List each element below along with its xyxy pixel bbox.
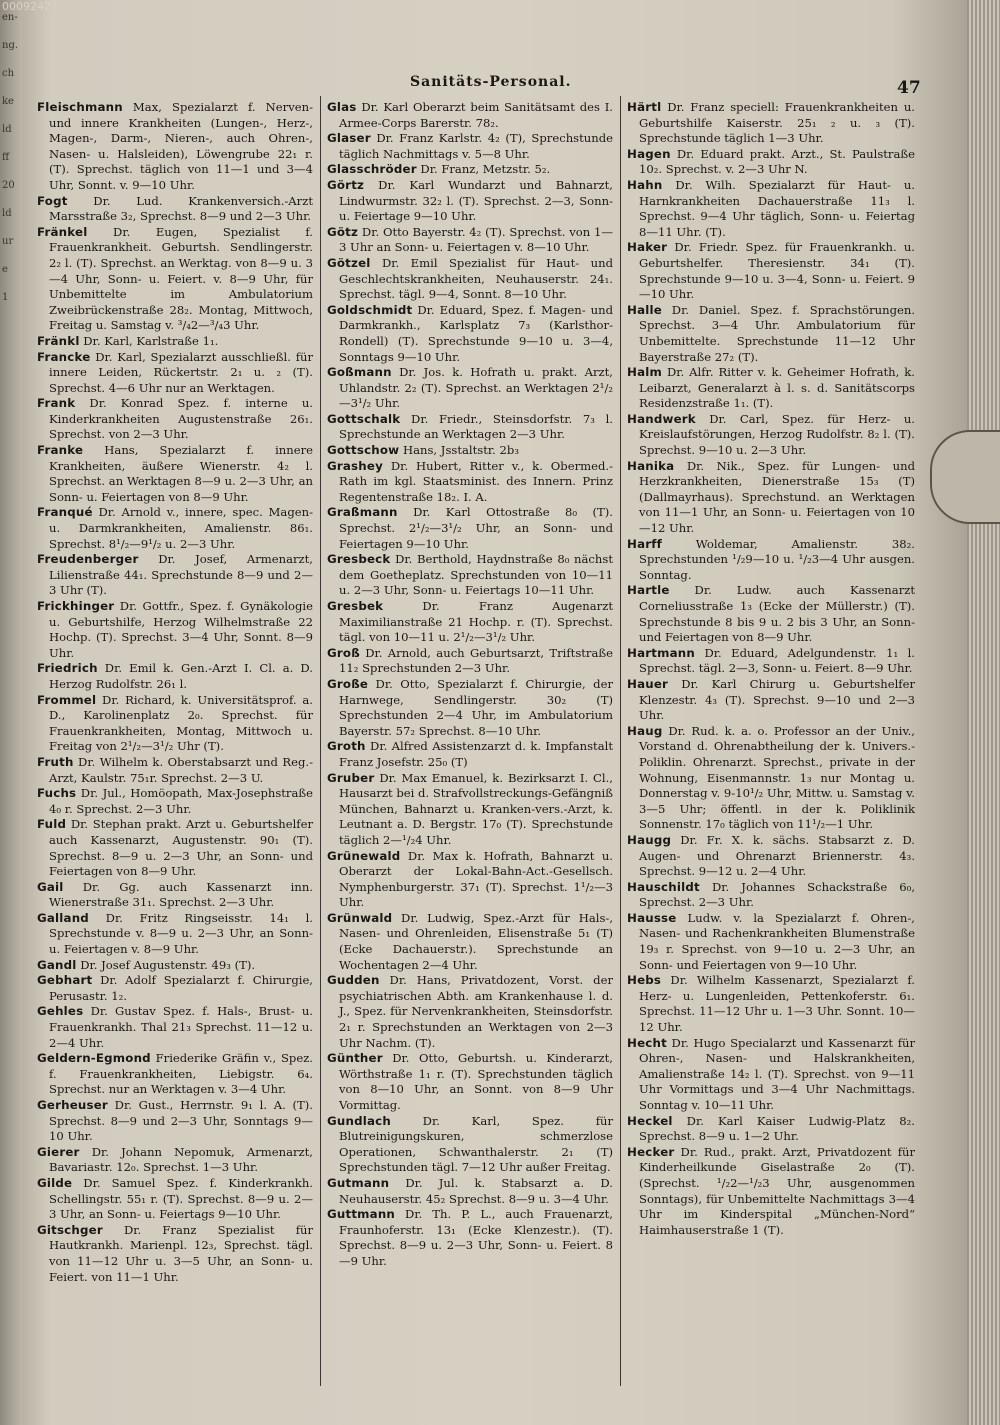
entry-name: Gitschger (37, 1222, 103, 1237)
directory-entry (627, 583, 915, 645)
directory-entry (37, 599, 313, 661)
directory-entry (327, 1051, 613, 1113)
entry-text: Dr. Wilh. Spezialarzt für Haut- u. Harnkrankheiten Dachauerstraße 11₃ l. Sprechst. 9—4 Uhr täglich, Sonn- u. Feiertag 8—11 Uhr. (T). (639, 177, 915, 239)
entry-name: Heckel (627, 1113, 673, 1128)
entry-name: Große (327, 676, 369, 691)
entry-name: Haugg (627, 832, 672, 847)
entry-text: Dr. Th. P. L., auch Frauenarzt, Fraunhoferstr. 13₁ (Ecke Klenzestr.). (T). Sprechst. 8—9 u. 2—3 Uhr, Sonn- u. Feiert. 8—9 Uhr. (339, 1207, 613, 1268)
entry-name: Gruber (327, 770, 375, 785)
directory-entry (327, 459, 613, 506)
entry-name: Glas (327, 100, 357, 114)
directory-entry (327, 303, 613, 365)
entry-text: Dr. Franz speciell: Frauenkrankheiten u. Geburtshilfe Kaiserstr. 25₁ ₂ u. ₃ (T). Sprechstunde täglich 1—3 Uhr. (639, 100, 915, 146)
entry-text: Dr. Otto Bayerstr. 4₂ (T). Sprechst. von 1—3 Uhr an Sonn- u. Feiertagen v. 8—10 Uhr. (339, 224, 613, 255)
left-page-fragment (0, 0, 22, 1425)
entry-name: Gilde (37, 1175, 73, 1190)
entry-text: Dr. Alfr. Ritter v. k. Geheimer Hofrath, k. Leibarzt, Generalarzt à l. s. d. Sanitätscorps Residenzstraße 1₁. (T). (639, 365, 915, 411)
directory-entry (37, 1051, 313, 1098)
column-rule-2 (620, 96, 621, 1386)
entry-name: Franke (37, 443, 84, 458)
directory-entry (37, 693, 313, 755)
entry-name: Gail (37, 879, 64, 894)
entry-text: Dr. Josef, Armenarzt, Lilienstraße 44₁. Sprechstunde 8—9 und 2—3 Uhr (T). (49, 552, 313, 598)
directory-entry (37, 958, 313, 974)
entry-text: Dr. Emil Spezialist für Haut- und Geschlechtskrankheiten, Neuhauserstr. 24₁. Sprechst. tägl. 9—4, Sonnt. 8—10 Uhr. (339, 255, 613, 302)
directory-entry (37, 817, 313, 879)
entry-name: Grünewald (327, 848, 401, 863)
entry-name: Gierer (37, 1144, 80, 1159)
directory-entry (37, 1176, 313, 1223)
entry-name: Hauschildt (627, 879, 700, 894)
entry-name: Gebhart (37, 973, 93, 988)
entry-name: Fruth (37, 754, 74, 769)
directory-entry (327, 677, 613, 739)
entry-text: Dr. Franz, Metzstr. 5₂. (416, 162, 551, 177)
directory-entry (37, 1145, 313, 1176)
entry-name: Handwerk (627, 411, 696, 426)
entry-text: Dr. Otto, Geburtsh. u. Kinderarzt, Wörthstraße 1₁ r. (T). Sprechstunden täglich von 8—10 Uhr, an Sonnt. von 8—9 Uhr Vormittag. (339, 1051, 613, 1112)
entry-name: Fleischmann (37, 100, 123, 114)
directory-entry (37, 100, 313, 194)
directory-entry (327, 256, 613, 303)
entry-text: Dr. Johannes Schackstraße 6₀, Sprechst. 2—3 Uhr. (639, 879, 915, 910)
entry-name: Hartmann (627, 645, 695, 660)
entry-text: Dr. Samuel Spez. f. Kinderkrankh. Schellingstr. 55₁ r. (T). Sprechst. 8—9 u. 2—3 Uhr, an Sonn- u. Feiertags 9—10 Uhr. (49, 1175, 313, 1222)
entry-name: Grünwald (327, 910, 393, 925)
directory-entry (627, 880, 915, 911)
entry-name: Glasschröder (327, 162, 417, 177)
entry-name: Hanika (627, 458, 675, 473)
entry-name: Gottschalk (327, 411, 401, 426)
left-page-text: ff (2, 152, 10, 163)
directory-entry (327, 849, 613, 911)
left-page-text: ld (2, 124, 12, 135)
entry-text: Dr. Jos. k. Hofrath u. prakt. Arzt, Uhlandstr. 2₂ (T). Sprechst. an Werktagen 2¹/₂—3¹/₂ Uhr. (339, 365, 613, 411)
entry-text: Dr. Hubert, Ritter v., k. Obermed.-Rath im kgl. Staatsminist. des Innern. Prinz Regentenstraße 18₂. I. A. (339, 458, 613, 504)
directory-entry (327, 443, 613, 459)
entry-text: Dr. Karl Wundarzt und Bahnarzt, Lindwurmstr. 32₂ l. (T). Sprechst. 2—3, Sonn- u. Feiertage 9—10 Uhr. (339, 177, 613, 224)
entry-text: Dr. Rud., prakt. Arzt, Privatdozent für Kinderheilkunde Giselastraße 2₀ (T). (Sprechst. ¹/₂2—¹/₂3 Uhr, ausgenommen Sonntags), für Unbemittelte Nachmittags 3—4 Uhr im Kinderspital „München-Nord“ Haimhauserstraße 1 (T). (639, 1144, 915, 1237)
directory-entry (327, 178, 613, 225)
directory-entry (627, 459, 915, 537)
entry-name: Frank (37, 396, 76, 411)
entry-name: Frickhinger (37, 599, 115, 613)
entry-text: Dr. Fr. X. k. sächs. Stabsarzt z. D. Augen- und Ohrenarzt Briennerstr. 4₃. Sprechst. 9—12 u. 2—4 Uhr. (639, 832, 915, 879)
entry-text: Dr. Berthold, Haydnstraße 8₀ nächst dem Goetheplatz. Sprechstunden von 10—11 u. 2—3 Uhr, Sonn- u. Feiertags 10—11 Uhr. (339, 552, 613, 598)
entry-text: Dr. Jul., Homöopath, Max-Josephstraße 4₀ r. Sprechst. 2—3 Uhr. (49, 786, 313, 816)
column-3 (627, 100, 915, 1238)
entry-text: Dr. Josef Augustenstr. 49₃ (T). (76, 957, 256, 972)
directory-entry (37, 194, 313, 225)
left-page-text: ke (2, 96, 14, 107)
entry-name: Günther (327, 1051, 383, 1066)
page-number: 47 (897, 78, 921, 98)
directory-entry (327, 505, 613, 552)
entry-name: Gehles (37, 1004, 84, 1019)
entry-name: Frommel (37, 692, 97, 707)
entry-text: Dr. Otto, Spezialarzt f. Chirurgie, der Harnwege, Sendlingerstr. 30₂ (T) Sprechstunden 2—4 Uhr, im Ambulatorium Bayerstr. 57₂ Sprechst. 8—10 Uhr. (339, 676, 613, 738)
left-page-text: ch (2, 68, 15, 79)
directory-entry (627, 303, 915, 365)
directory-entry (37, 755, 313, 786)
entry-name: Gutmann (327, 1175, 390, 1190)
entry-text: Dr. Wilhelm k. Oberstabsarzt und Reg.-Arzt, Kaulstr. 75₁r. Sprechst. 2—3 U. (49, 754, 313, 785)
directory-entry (627, 412, 915, 459)
entry-name: Gottschow (327, 443, 400, 458)
directory-entry (327, 599, 613, 646)
column-rule-1 (320, 96, 321, 1386)
directory-entry (327, 739, 613, 770)
entry-text: Dr. Eduard prakt. Arzt., St. Paulstraße 10₂. Sprechst. v. 2—3 Uhr N. (639, 146, 915, 177)
entry-text: Dr. Rud. k. a. o. Professor an der Univ., Vorstand d. Ohrenabtheilung der k. Univers.-Poliklin. Ohrenarzt. Sprechst., private in der Wohnung, Eisenmannstr. 1₃ nur Montag u. Donnerstag v. 9-10¹/₂ Uhr, Mittw. u. Samstag v. 3—5 Uhr; öffentl. in der k. Poliklinik Sonnenstr. 17₀ täglich von 11¹/₂—1 Uhr. (639, 723, 915, 832)
directory-entry (327, 1207, 613, 1269)
entry-text: Dr. Adolf Spezialarzt f. Chirurgie, Perusastr. 1₂. (49, 973, 313, 1003)
directory-entry (37, 973, 313, 1004)
entry-name: Gundlach (327, 1113, 391, 1128)
directory-entry (327, 1114, 613, 1176)
entry-text: Dr. Karl, Spezialarzt ausschließl. für innere Leiden, Rückertstr. 2₁ u. ₂ (T). Sprechst. 4—6 Uhr nur an Werktagen. (49, 349, 313, 395)
entry-text: Dr. Gust., Herrnstr. 9₁ l. A. (T). Sprechst. 8—9 und 2—3 Uhr, Sonntags 9—10 Uhr. (49, 1098, 313, 1144)
entry-name: Grashey (327, 458, 383, 473)
directory-entry (37, 1098, 313, 1145)
entry-text: Dr. Eugen, Spezialist f. Frauenkrankheit. Geburtsh. Sendlingerstr. 2₂ l. (T). Sprechst. an Werktag. von 8—9 u. 3—4 Uhr, Sonn- u. Feiert. v. 8—9 Uhr, für Unbemittelte im Ambulatorium Zweibrückenstraße 28₂. Montag, Mittwoch, Freitag u. Samstag v. ³/₄2—³/₄3 Uhr. (49, 224, 313, 333)
entry-text: Dr. Richard, k. Universitätsprof. a. D., Karolinenplatz 2₀. Sprechst. für Frauenkrankheiten, Montag, Mittwoch u. Freitag von 2¹/₂—3¹/₂ Uhr (T). (49, 692, 313, 754)
left-page-text: en- (2, 12, 18, 23)
entry-text: Dr. Gustav Spez. f. Hals-, Brust- u. Frauenkrankh. Thal 21₃ Sprechst. 11—12 u. 2—4 Uhr. (49, 1004, 313, 1050)
directory-entry (37, 786, 313, 817)
entry-name: Gresbeck (327, 552, 391, 567)
entry-text: Dr. Friedr., Steinsdorfstr. 7₃ l. Sprechstunde an Werktagen 2—3 Uhr. (339, 411, 613, 442)
entry-text: Dr. Johann Nepomuk, Armenarzt, Bavariastr. 12₀. Sprechst. 1—3 Uhr. (49, 1144, 313, 1175)
entry-text: Dr. Stephan prakt. Arzt u. Geburtshelfer auch Kassenarzt, Augustenstr. 90₁ (T). Sprechst. 8—9 u. 2—3 Uhr, an Sonn- und Feiertagen von 8—9 Uhr. (49, 817, 313, 879)
entry-text: Dr. Hans, Privatdozent, Vorst. der psychiatrischen Abth. am Krankenhause l. d. J., Spez. für Nervenkrankheiten, Steinsdorfstr. 2₁ r. Sprechstunden an Werktagen von 2—3 Uhr Nachm. (T). (339, 973, 613, 1050)
directory-entry (327, 162, 613, 178)
entry-text: Max, Spezialarzt f. Nerven- und innere Krankheiten (Lungen-, Herz-, Magen-, Darm-, Nieren-, auch Ohren-, Nasen- u. Halsleiden), Löwengrube 22₁ r. (T). Sprechst. täglich von 11—1 und 3—4 Uhr, Sonnt. v. 9—10 Uhr. (49, 100, 313, 192)
entry-text: Dr. Eduard, Adelgundenstr. 1₁ l. Sprechst. tägl. 2—3, Sonn- u. Feiert. 8—9 Uhr. (639, 645, 915, 676)
entry-text: Dr. Franz Spezialist für Hautkrankh. Marienpl. 12₃, Sprechst. tägl. von 11—12 Uhr u. 3—5 Uhr, an Sonn- u. Feiert. von 11—1 Uhr. (49, 1222, 313, 1284)
left-page-text: ur (2, 236, 14, 247)
entry-name: Groth (327, 739, 366, 754)
directory-entry (627, 724, 915, 833)
entry-text: Dr. Carl, Spez. für Herz- u. Kreislaufstörungen, Herzog Rudolfstr. 8₂ l. (T). Sprechst. 9—10 u. 2—3 Uhr. (639, 411, 915, 458)
entry-text: Dr. Max Emanuel, k. Bezirksarzt I. Cl., Hausarzt bei d. Strafvollstreckungs-Gefängniß München, Bahnarzt u. Kranken-vers.-Arzt, k. Leutnant a. D. Bergstr. 17₀ (T). Sprechstunde täglich 2—¹/₂4 Uhr. (339, 770, 613, 847)
entry-name: Friedrich (37, 661, 98, 676)
directory-entry (327, 365, 613, 412)
directory-entry (627, 537, 915, 584)
directory-entry (327, 973, 613, 1051)
directory-entry (627, 646, 915, 677)
entry-name: Gandl (37, 957, 77, 972)
entry-text: Dr. Emil k. Gen.-Arzt I. Cl. a. D. Herzog Rudolfstr. 26₁ l. (49, 661, 313, 691)
entry-name: Groß (327, 645, 360, 660)
entry-name: Franqué (37, 505, 93, 520)
entry-name: Hagen (627, 146, 671, 161)
directory-entry (37, 880, 313, 911)
entry-text: Dr. Karl Kaiser Ludwig-Platz 8₂. Sprechst. 8—9 u. 1—2 Uhr. (639, 1113, 915, 1144)
entry-name: Gerheuser (37, 1098, 108, 1112)
entry-text: Hans, Jsstaltstr. 2b₃ (399, 443, 519, 458)
directory-entry (37, 1004, 313, 1051)
directory-entry (627, 1145, 915, 1239)
entry-name: Haug (627, 723, 663, 738)
directory-entry (627, 1036, 915, 1114)
directory-entry (627, 1114, 915, 1145)
entry-name: Haker (627, 240, 668, 255)
entry-text: Dr. Max k. Hofrath, Bahnarzt u. Oberarzt der Lokal-Bahn-Act.-Gesellsch. Nymphenburgerstr. 37₁ (T). Sprechst. 1¹/₂—3 Uhr. (339, 848, 613, 910)
entry-name: Fuld (37, 817, 67, 832)
column-1 (37, 100, 313, 1285)
index-tab (930, 430, 1000, 524)
entry-name: Halm (627, 365, 662, 380)
directory-entry (37, 661, 313, 692)
entry-name: Görtz (327, 177, 365, 192)
directory-entry (37, 334, 313, 350)
entry-name: Fogt (37, 193, 68, 208)
entry-text: Dr. Franz Augenarzt Maximilianstraße 21 Hochp. r. (T). Sprechst. tägl. von 10—11 u. 2¹/₂—3¹/₂ Uhr. (339, 599, 613, 645)
directory-entry (37, 911, 313, 958)
entry-name: Glaser (327, 131, 371, 146)
entry-text: Woldemar, Amalienstr. 38₂. Sprechstunden ¹/₂9—10 u. ¹/₂3—4 Uhr ausgen. Sonntag. (639, 536, 915, 582)
entry-text: Dr. Arnold v., innere, spec. Magen- u. Darmkrankheiten, Amalienstr. 86₁. Sprechst. 8¹/₂—9¹/₂ u. 2—3 Uhr. (49, 505, 313, 551)
entry-text: Dr. Eduard, Spez. f. Magen- und Darmkrankh., Karlsplatz 7₃ (Karlsthor-Rondell) (T). Sprechstunde 9—10 u. 3—4, Sonntags 9—10 Uhr. (339, 302, 613, 364)
entry-name: Goßmann (327, 365, 392, 380)
entry-name: Fuchs (37, 786, 77, 801)
directory-entry (37, 1223, 313, 1285)
entry-text: Dr. Gottfr., Spez. f. Gynäkologie u. Geburtshilfe, Herzog Wilhelmstraße 22 Hochp. (T). Sprechst. 3—4 Uhr, Sonnt. 8—9 Uhr. (49, 599, 313, 660)
entry-name: Graßmann (327, 505, 398, 520)
entry-text: Ludw. v. la Spezialarzt f. Ohren-, Nasen- und Rachenkrankheiten Blumenstraße 19₃ r. Sprechst. von 9—10 u. 2—3 Uhr, an Sonn- und Feiertagen von 9—10 Uhr. (639, 910, 915, 972)
entry-text: Dr. Nik., Spez. für Lungen- und Herzkrankheiten, Dienerstraße 15₃ (T) (Dallmayrhaus). Sprechstund. an Werktagen von 11—1 Uhr, an Sonn- u. Feiertagen von 10—12 Uhr. (639, 458, 915, 536)
entry-text: Dr. Jul. k. Stabsarzt a. D. Neuhauserstr. 45₂ Sprechst. 8—9 u. 3—4 Uhr. (339, 1175, 613, 1206)
entry-name: Hausse (627, 910, 677, 925)
directory-entry (627, 833, 915, 880)
entry-text: Dr. Ludw. auch Kassenarzt Corneliusstraße 1₃ (Ecke der Müllerstr.) (T). Sprechstunde 8 bis 9 u. 2 bis 3 Uhr, an Sonn- und Feiertagen von 8—9 Uhr. (639, 583, 915, 645)
page-edges (967, 0, 1000, 1425)
entry-name: Fränkel (37, 224, 88, 239)
directory-entry (37, 225, 313, 334)
entry-name: Hartle (627, 583, 670, 598)
entry-text: Dr. Karl Oberarzt beim Sanitätsamt des I. Armee-Corps Barerstr. 78₂. (339, 100, 613, 130)
directory-entry (627, 677, 915, 724)
entry-name: Halle (627, 302, 662, 317)
entry-name: Hahn (627, 177, 663, 192)
entry-name: Fränkl (37, 333, 80, 348)
entry-name: Geldern-Egmond (37, 1051, 151, 1066)
left-page-text: ld (2, 208, 12, 219)
left-page-text: 20 (2, 180, 15, 191)
entry-name: Hebs (627, 973, 662, 988)
left-page-text: ng. (2, 40, 19, 51)
entry-text: Dr. Hugo Specialarzt und Kassenarzt für Ohren-, Nasen- und Halskrankheiten, Amalienstraße 14₂ l. (T). Sprechst. von 9—11 Uhr Vormittags und 3—4 Uhr Nachmittags. Sonntag v. 10—11 Uhr. (639, 1035, 915, 1112)
entry-text: Dr. Wilhelm Kassenarzt, Spezialarzt f. Herz- u. Lungenleiden, Pettenkoferstr. 6₁. Sprechst. 11—12 Uhr u. 1—3 Uhr. Sonnt. 10—12 Uhr. (639, 973, 915, 1035)
scan-id: 00092427 (2, 0, 58, 13)
entry-text: Dr. Karl Ottostraße 8₀ (T). Sprechst. 2¹/₂—3¹/₂ Uhr, an Sonn- und Feiertagen 9—10 Uhr. (339, 505, 613, 551)
directory-entry (327, 646, 613, 677)
directory-entry (37, 505, 313, 552)
left-page-text: 1 (2, 292, 9, 303)
entry-name: Götzel (327, 255, 371, 270)
column-2 (327, 100, 613, 1270)
directory-entry (327, 131, 613, 162)
entry-name: Gresbek (327, 599, 384, 613)
directory-entry (327, 100, 613, 131)
entry-text: Dr. Alfred Assistenzarzt d. k. Impfanstalt Franz Josefstr. 25₀ (T) (339, 739, 613, 769)
directory-entry (327, 225, 613, 256)
entry-text: Dr. Karl Chirurg u. Geburtshelfer Klenzestr. 4₃ (T). Sprechst. 9—10 und 2—3 Uhr. (639, 676, 915, 723)
entry-name: Hecht (627, 1035, 667, 1050)
directory-entry (627, 147, 915, 178)
entry-name: Francke (37, 349, 91, 364)
entry-text: Dr. Ludwig, Spez.-Arzt für Hals-, Nasen- und Ohrenleiden, Elisenstraße 5₁ (T) (Ecke Dachauerstr.). Sprechstunde an Wochentagen 2—4 Uhr. (339, 910, 613, 972)
entry-text: Dr. Arnold, auch Geburtsarzt, Triftstraße 11₂ Sprechstunden 2—3 Uhr. (339, 645, 613, 676)
directory-entry (327, 911, 613, 973)
entry-name: Götz (327, 224, 359, 239)
entry-name: Harff (627, 536, 662, 551)
entry-text: Dr. Karl, Spez. für Blutreinigungskuren, schmerzlose Operationen, Schwanthalerstr. 2₁ (T) Sprechstunden tägl. 7—12 Uhr außer Freitag. (339, 1113, 613, 1175)
directory-entry (37, 350, 313, 397)
entry-name: Goldschmidt (327, 302, 413, 317)
entry-text: Hans, Spezialarzt f. innere Krankheiten, äußere Wienerstr. 4₂ l. Sprechst. an Werktagen 8—9 u. 2—3 Uhr, an Sonn- u. Feiertagen von 8—9 Uhr. (49, 443, 313, 504)
entry-name: Freudenberger (37, 552, 139, 567)
entry-name: Galland (37, 910, 89, 925)
entry-text: Dr. Daniel. Spez. f. Sprachstörungen. Sprechst. 3—4 Uhr. Ambulatorium für Unbemittelte. Sprechstunde 11—12 Uhr Bayerstraße 27₂ (T). (639, 302, 915, 364)
entry-name: Guttmann (327, 1207, 396, 1222)
directory-entry (37, 396, 313, 443)
directory-entry (627, 911, 915, 973)
entry-text: Friederike Gräfin v., Spez. f. Frauenkrankheiten, Liebigstr. 6₄. Sprechst. nur an Werktagen v. 3—4 Uhr. (49, 1051, 313, 1097)
directory-entry (627, 100, 915, 147)
entry-name: Hauer (627, 676, 669, 691)
entry-text: Dr. Gg. auch Kassenarzt inn. Wienerstraße 31₁. Sprechst. 2—3 Uhr. (49, 879, 313, 910)
entry-text: Dr. Franz Karlstr. 4₂ (T), Sprechstunde täglich Nachmittags v. 5—8 Uhr. (339, 131, 613, 161)
directory-entry (37, 443, 313, 505)
directory-entry (627, 178, 915, 240)
directory-entry (627, 973, 915, 1035)
entry-name: Härtl (627, 100, 662, 114)
directory-entry (37, 552, 313, 599)
directory-entry (627, 240, 915, 302)
left-page-text: e (2, 264, 8, 275)
entry-text: Dr. Lud. Krankenversich.-Arzt Marsstraße 3₂, Sprechst. 8—9 und 2—3 Uhr. (49, 193, 313, 224)
directory-entry (327, 412, 613, 443)
entry-text: Dr. Friedr. Spez. für Frauenkrankh. u. Geburtshelfer. Theresienstr. 34₁ (T). Sprechstunde 9—10 u. 3—4, Sonn- u. Feiert. 9—10 Uhr. (639, 240, 915, 302)
directory-entry (327, 771, 613, 849)
directory-entry (627, 365, 915, 412)
directory-entry (327, 1176, 613, 1207)
entry-text: Dr. Fritz Ringseisstr. 14₁ l. Sprechstunde v. 8—9 u. 2—3 Uhr, an Sonn- u. Feiertagen v. 8—9 Uhr. (49, 910, 313, 957)
directory-entry (327, 552, 613, 599)
page-header-title: Sanitäts-Personal. (410, 74, 572, 90)
entry-name: Hecker (627, 1144, 675, 1159)
entry-text: Dr. Karl, Karlstraße 1₁. (79, 333, 219, 348)
entry-text: Dr. Konrad Spez. f. interne u. Kinderkrankheiten Augustenstraße 26₁. Sprechst. von 2—3 Uhr. (49, 396, 313, 442)
entry-name: Gudden (327, 973, 380, 988)
